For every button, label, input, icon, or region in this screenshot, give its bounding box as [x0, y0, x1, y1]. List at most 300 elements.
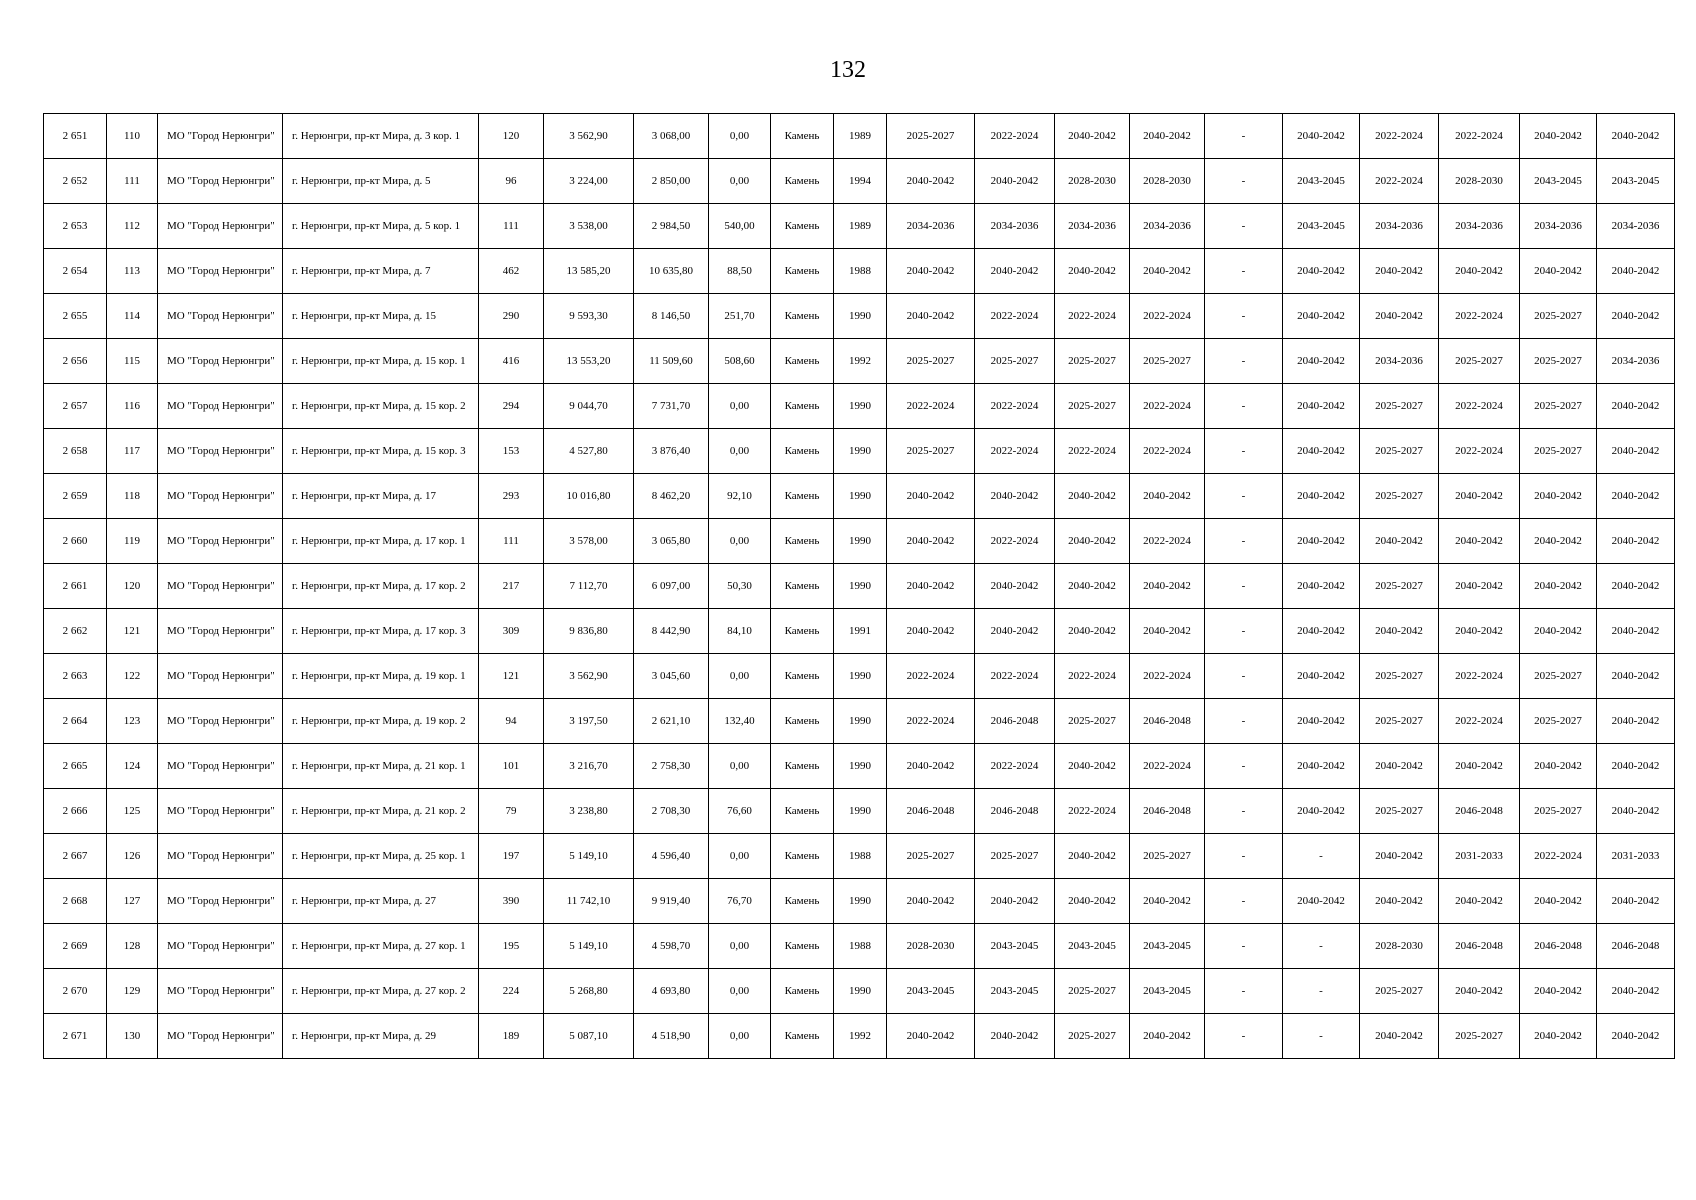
period-cell: 2040-2042 — [1597, 114, 1675, 159]
municipality-cell: МО "Город Нерюнгри" — [158, 294, 283, 339]
total-area-cell: 5 087,10 — [544, 1014, 634, 1059]
wall-material-cell: Камень — [771, 204, 834, 249]
period-cell: 2025-2027 — [1360, 654, 1439, 699]
period-cell: 2040-2042 — [1597, 609, 1675, 654]
build-year-cell: 1989 — [834, 204, 887, 249]
period-cell: - — [1205, 924, 1283, 969]
nonresidential-area-cell: 508,60 — [709, 339, 771, 384]
table-row — [44, 564, 1675, 609]
period-cell: 2022-2024 — [1439, 294, 1520, 339]
period-cell: - — [1205, 969, 1283, 1014]
period-cell: 2022-2024 — [1055, 429, 1130, 474]
total-area-cell: 10 016,80 — [544, 474, 634, 519]
period-cell: 2022-2024 — [1439, 114, 1520, 159]
row-index-cell: 2 667 — [44, 834, 107, 879]
period-cell: 2025-2027 — [975, 834, 1055, 879]
address-cell: г. Нерюнгри, пр-кт Мира, д. 5 кор. 1 — [283, 204, 479, 249]
wall-material-cell: Камень — [771, 114, 834, 159]
period-cell: 2034-2036 — [1597, 204, 1675, 249]
period-cell: 2022-2024 — [1520, 834, 1597, 879]
build-year-cell: 1992 — [834, 1014, 887, 1059]
address-cell: г. Нерюнгри, пр-кт Мира, д. 15 кор. 3 — [283, 429, 479, 474]
table-row — [44, 384, 1675, 429]
total-area-cell: 11 742,10 — [544, 879, 634, 924]
living-area-cell: 4 518,90 — [634, 1014, 709, 1059]
wall-material-cell: Камень — [771, 924, 834, 969]
period-cell: - — [1283, 834, 1360, 879]
period-cell: 2040-2042 — [1283, 294, 1360, 339]
residents-cell: 101 — [479, 744, 544, 789]
local-number-cell: 124 — [107, 744, 158, 789]
period-cell: 2043-2045 — [1597, 159, 1675, 204]
period-cell: 2040-2042 — [1130, 249, 1205, 294]
wall-material-cell: Камень — [771, 744, 834, 789]
period-cell: 2040-2042 — [1597, 429, 1675, 474]
table-row — [44, 834, 1675, 879]
living-area-cell: 3 876,40 — [634, 429, 709, 474]
table-row — [44, 339, 1675, 384]
living-area-cell: 9 919,40 — [634, 879, 709, 924]
residents-cell: 416 — [479, 339, 544, 384]
period-cell: 2040-2042 — [1055, 879, 1130, 924]
wall-material-cell: Камень — [771, 789, 834, 834]
local-number-cell: 130 — [107, 1014, 158, 1059]
table-row — [44, 924, 1675, 969]
residents-cell: 390 — [479, 879, 544, 924]
period-cell: 2046-2048 — [1439, 924, 1520, 969]
period-cell: - — [1205, 1014, 1283, 1059]
period-cell: 2022-2024 — [1439, 384, 1520, 429]
municipality-cell: МО "Город Нерюнгри" — [158, 519, 283, 564]
period-cell: - — [1205, 834, 1283, 879]
period-cell: 2022-2024 — [975, 384, 1055, 429]
wall-material-cell: Камень — [771, 699, 834, 744]
period-cell: 2025-2027 — [1520, 339, 1597, 384]
row-index-cell: 2 658 — [44, 429, 107, 474]
row-index-cell: 2 656 — [44, 339, 107, 384]
period-cell: 2025-2027 — [1520, 699, 1597, 744]
municipality-cell: МО "Город Нерюнгри" — [158, 114, 283, 159]
living-area-cell: 6 097,00 — [634, 564, 709, 609]
period-cell: 2022-2024 — [1439, 429, 1520, 474]
period-cell: 2025-2027 — [1360, 564, 1439, 609]
period-cell: 2025-2027 — [1055, 384, 1130, 429]
row-index-cell: 2 666 — [44, 789, 107, 834]
period-cell: - — [1205, 114, 1283, 159]
period-cell: 2040-2042 — [887, 879, 975, 924]
address-cell: г. Нерюнгри, пр-кт Мира, д. 5 — [283, 159, 479, 204]
table-row — [44, 654, 1675, 699]
period-cell: 2025-2027 — [1130, 834, 1205, 879]
build-year-cell: 1990 — [834, 294, 887, 339]
living-area-cell: 10 635,80 — [634, 249, 709, 294]
period-cell: 2043-2045 — [1520, 159, 1597, 204]
local-number-cell: 114 — [107, 294, 158, 339]
period-cell: 2043-2045 — [1283, 159, 1360, 204]
period-cell: 2040-2042 — [887, 564, 975, 609]
local-number-cell: 120 — [107, 564, 158, 609]
living-area-cell: 2 621,10 — [634, 699, 709, 744]
period-cell: 2040-2042 — [975, 474, 1055, 519]
period-cell: 2040-2042 — [887, 249, 975, 294]
total-area-cell: 5 149,10 — [544, 924, 634, 969]
period-cell: - — [1205, 384, 1283, 429]
total-area-cell: 3 562,90 — [544, 654, 634, 699]
total-area-cell: 3 578,00 — [544, 519, 634, 564]
build-year-cell: 1990 — [834, 429, 887, 474]
period-cell: 2022-2024 — [1130, 294, 1205, 339]
period-cell: 2034-2036 — [1439, 204, 1520, 249]
period-cell: 2025-2027 — [1360, 969, 1439, 1014]
wall-material-cell: Камень — [771, 519, 834, 564]
period-cell: - — [1205, 249, 1283, 294]
period-cell: 2040-2042 — [1283, 744, 1360, 789]
row-index-cell: 2 659 — [44, 474, 107, 519]
local-number-cell: 115 — [107, 339, 158, 384]
period-cell: 2040-2042 — [1597, 1014, 1675, 1059]
build-year-cell: 1990 — [834, 654, 887, 699]
period-cell: 2040-2042 — [1283, 609, 1360, 654]
table-row — [44, 114, 1675, 159]
build-year-cell: 1988 — [834, 834, 887, 879]
municipality-cell: МО "Город Нерюнгри" — [158, 249, 283, 294]
period-cell: 2034-2036 — [1360, 204, 1439, 249]
local-number-cell: 123 — [107, 699, 158, 744]
total-area-cell: 9 836,80 — [544, 609, 634, 654]
period-cell: 2040-2042 — [1520, 249, 1597, 294]
nonresidential-area-cell: 132,40 — [709, 699, 771, 744]
period-cell: 2022-2024 — [1130, 654, 1205, 699]
period-cell: 2043-2045 — [1283, 204, 1360, 249]
period-cell: - — [1205, 474, 1283, 519]
local-number-cell: 118 — [107, 474, 158, 519]
period-cell: 2025-2027 — [1360, 474, 1439, 519]
row-index-cell: 2 668 — [44, 879, 107, 924]
period-cell: - — [1205, 654, 1283, 699]
residents-cell: 153 — [479, 429, 544, 474]
period-cell: 2022-2024 — [1055, 654, 1130, 699]
table-row — [44, 519, 1675, 564]
residents-cell: 294 — [479, 384, 544, 429]
period-cell: 2040-2042 — [975, 249, 1055, 294]
living-area-cell: 7 731,70 — [634, 384, 709, 429]
period-cell: 2040-2042 — [1597, 744, 1675, 789]
municipality-cell: МО "Город Нерюнгри" — [158, 159, 283, 204]
municipality-cell: МО "Город Нерюнгри" — [158, 834, 283, 879]
wall-material-cell: Камень — [771, 654, 834, 699]
period-cell: 2040-2042 — [1360, 834, 1439, 879]
period-cell: 2028-2030 — [1439, 159, 1520, 204]
period-cell: 2034-2036 — [1055, 204, 1130, 249]
period-cell: 2025-2027 — [1439, 339, 1520, 384]
local-number-cell: 111 — [107, 159, 158, 204]
wall-material-cell: Камень — [771, 429, 834, 474]
period-cell: 2040-2042 — [1130, 474, 1205, 519]
wall-material-cell: Камень — [771, 249, 834, 294]
table-body — [44, 114, 1675, 1059]
row-index-cell: 2 664 — [44, 699, 107, 744]
row-index-cell: 2 671 — [44, 1014, 107, 1059]
row-index-cell: 2 662 — [44, 609, 107, 654]
table-row — [44, 699, 1675, 744]
address-cell: г. Нерюнгри, пр-кт Мира, д. 27 — [283, 879, 479, 924]
residents-cell: 195 — [479, 924, 544, 969]
period-cell: - — [1205, 159, 1283, 204]
nonresidential-area-cell: 0,00 — [709, 744, 771, 789]
address-cell: г. Нерюнгри, пр-кт Мира, д. 19 кор. 1 — [283, 654, 479, 699]
period-cell: 2046-2048 — [975, 789, 1055, 834]
period-cell: 2034-2036 — [1597, 339, 1675, 384]
period-cell: 2025-2027 — [1520, 654, 1597, 699]
period-cell: 2040-2042 — [1597, 384, 1675, 429]
period-cell: 2040-2042 — [1520, 609, 1597, 654]
period-cell: 2022-2024 — [975, 654, 1055, 699]
period-cell: 2025-2027 — [1439, 1014, 1520, 1059]
period-cell: - — [1205, 294, 1283, 339]
build-year-cell: 1990 — [834, 564, 887, 609]
period-cell: 2040-2042 — [1520, 114, 1597, 159]
row-index-cell: 2 669 — [44, 924, 107, 969]
living-area-cell: 11 509,60 — [634, 339, 709, 384]
living-area-cell: 2 984,50 — [634, 204, 709, 249]
address-cell: г. Нерюнгри, пр-кт Мира, д. 17 — [283, 474, 479, 519]
local-number-cell: 121 — [107, 609, 158, 654]
wall-material-cell: Камень — [771, 879, 834, 924]
period-cell: 2025-2027 — [1055, 1014, 1130, 1059]
period-cell: 2025-2027 — [887, 834, 975, 879]
period-cell: 2040-2042 — [887, 159, 975, 204]
period-cell: 2022-2024 — [1360, 114, 1439, 159]
address-cell: г. Нерюнгри, пр-кт Мира, д. 21 кор. 1 — [283, 744, 479, 789]
municipality-cell: МО "Город Нерюнгри" — [158, 429, 283, 474]
residents-cell: 79 — [479, 789, 544, 834]
row-index-cell: 2 661 — [44, 564, 107, 609]
row-index-cell: 2 654 — [44, 249, 107, 294]
nonresidential-area-cell: 0,00 — [709, 924, 771, 969]
municipality-cell: МО "Город Нерюнгри" — [158, 339, 283, 384]
period-cell: 2025-2027 — [1055, 699, 1130, 744]
period-cell: - — [1205, 744, 1283, 789]
residents-cell: 111 — [479, 519, 544, 564]
period-cell: 2043-2045 — [1055, 924, 1130, 969]
period-cell: 2028-2030 — [1130, 159, 1205, 204]
period-cell: 2022-2024 — [1130, 744, 1205, 789]
period-cell: 2040-2042 — [1597, 699, 1675, 744]
period-cell: 2040-2042 — [1360, 249, 1439, 294]
wall-material-cell: Камень — [771, 474, 834, 519]
period-cell: 2040-2042 — [1520, 519, 1597, 564]
period-cell: 2043-2045 — [1130, 969, 1205, 1014]
period-cell: 2040-2042 — [1283, 429, 1360, 474]
address-cell: г. Нерюнгри, пр-кт Мира, д. 17 кор. 1 — [283, 519, 479, 564]
residents-cell: 94 — [479, 699, 544, 744]
table-row — [44, 879, 1675, 924]
period-cell: 2022-2024 — [1439, 654, 1520, 699]
period-cell: 2040-2042 — [1283, 564, 1360, 609]
residents-cell: 189 — [479, 1014, 544, 1059]
nonresidential-area-cell: 0,00 — [709, 834, 771, 879]
period-cell: - — [1283, 969, 1360, 1014]
period-cell: 2022-2024 — [887, 699, 975, 744]
period-cell: 2046-2048 — [1597, 924, 1675, 969]
residents-cell: 121 — [479, 654, 544, 699]
wall-material-cell: Камень — [771, 159, 834, 204]
address-cell: г. Нерюнгри, пр-кт Мира, д. 15 кор. 2 — [283, 384, 479, 429]
wall-material-cell: Камень — [771, 969, 834, 1014]
total-area-cell: 3 216,70 — [544, 744, 634, 789]
municipality-cell: МО "Город Нерюнгри" — [158, 789, 283, 834]
period-cell: - — [1205, 564, 1283, 609]
period-cell: 2043-2045 — [975, 924, 1055, 969]
period-cell: - — [1205, 699, 1283, 744]
period-cell: 2040-2042 — [1130, 564, 1205, 609]
build-year-cell: 1991 — [834, 609, 887, 654]
period-cell: 2025-2027 — [1055, 339, 1130, 384]
period-cell: 2040-2042 — [1520, 879, 1597, 924]
wall-material-cell: Камень — [771, 609, 834, 654]
period-cell: 2031-2033 — [1597, 834, 1675, 879]
period-cell: 2046-2048 — [1520, 924, 1597, 969]
build-year-cell: 1994 — [834, 159, 887, 204]
nonresidential-area-cell: 50,30 — [709, 564, 771, 609]
nonresidential-area-cell: 88,50 — [709, 249, 771, 294]
local-number-cell: 113 — [107, 249, 158, 294]
nonresidential-area-cell: 0,00 — [709, 1014, 771, 1059]
period-cell: 2046-2048 — [1439, 789, 1520, 834]
period-cell: 2028-2030 — [1055, 159, 1130, 204]
period-cell: 2034-2036 — [1520, 204, 1597, 249]
nonresidential-area-cell: 76,70 — [709, 879, 771, 924]
build-year-cell: 1990 — [834, 699, 887, 744]
total-area-cell: 3 224,00 — [544, 159, 634, 204]
period-cell: 2040-2042 — [1597, 969, 1675, 1014]
period-cell: 2040-2042 — [1597, 564, 1675, 609]
period-cell: 2040-2042 — [1055, 564, 1130, 609]
living-area-cell: 2 758,30 — [634, 744, 709, 789]
table-row — [44, 249, 1675, 294]
period-cell: 2040-2042 — [1597, 474, 1675, 519]
period-cell: 2034-2036 — [887, 204, 975, 249]
period-cell: 2040-2042 — [1360, 609, 1439, 654]
total-area-cell: 3 197,50 — [544, 699, 634, 744]
local-number-cell: 112 — [107, 204, 158, 249]
wall-material-cell: Камень — [771, 339, 834, 384]
nonresidential-area-cell: 0,00 — [709, 384, 771, 429]
period-cell: 2040-2042 — [1283, 699, 1360, 744]
period-cell: 2040-2042 — [1283, 654, 1360, 699]
residents-cell: 290 — [479, 294, 544, 339]
period-cell: 2040-2042 — [1597, 519, 1675, 564]
period-cell: 2022-2024 — [1130, 429, 1205, 474]
period-cell: 2040-2042 — [1597, 294, 1675, 339]
period-cell: 2043-2045 — [975, 969, 1055, 1014]
period-cell: 2043-2045 — [1130, 924, 1205, 969]
nonresidential-area-cell: 0,00 — [709, 969, 771, 1014]
table-row — [44, 789, 1675, 834]
build-year-cell: 1990 — [834, 879, 887, 924]
period-cell: 2031-2033 — [1439, 834, 1520, 879]
period-cell: 2022-2024 — [975, 294, 1055, 339]
total-area-cell: 5 268,80 — [544, 969, 634, 1014]
living-area-cell: 3 045,60 — [634, 654, 709, 699]
address-cell: г. Нерюнгри, пр-кт Мира, д. 17 кор. 3 — [283, 609, 479, 654]
row-index-cell: 2 652 — [44, 159, 107, 204]
period-cell: 2040-2042 — [1283, 789, 1360, 834]
housing-repair-schedule-table — [43, 113, 1675, 1059]
period-cell: 2040-2042 — [1055, 249, 1130, 294]
period-cell: 2040-2042 — [1283, 384, 1360, 429]
nonresidential-area-cell: 0,00 — [709, 654, 771, 699]
period-cell: 2040-2042 — [1439, 609, 1520, 654]
total-area-cell: 3 238,80 — [544, 789, 634, 834]
period-cell: 2022-2024 — [975, 114, 1055, 159]
total-area-cell: 9 593,30 — [544, 294, 634, 339]
period-cell: 2040-2042 — [1283, 879, 1360, 924]
build-year-cell: 1992 — [834, 339, 887, 384]
local-number-cell: 122 — [107, 654, 158, 699]
build-year-cell: 1990 — [834, 519, 887, 564]
municipality-cell: МО "Город Нерюнгри" — [158, 474, 283, 519]
municipality-cell: МО "Город Нерюнгри" — [158, 969, 283, 1014]
period-cell: 2046-2048 — [887, 789, 975, 834]
period-cell: 2025-2027 — [975, 339, 1055, 384]
living-area-cell: 2 850,00 — [634, 159, 709, 204]
period-cell: 2046-2048 — [1130, 789, 1205, 834]
period-cell: 2025-2027 — [1520, 294, 1597, 339]
nonresidential-area-cell: 84,10 — [709, 609, 771, 654]
period-cell: 2046-2048 — [975, 699, 1055, 744]
period-cell: 2040-2042 — [887, 519, 975, 564]
period-cell: 2040-2042 — [1055, 519, 1130, 564]
table-row — [44, 969, 1675, 1014]
period-cell: 2040-2042 — [1130, 879, 1205, 924]
build-year-cell: 1990 — [834, 474, 887, 519]
period-cell: - — [1205, 519, 1283, 564]
period-cell: 2022-2024 — [1130, 384, 1205, 429]
local-number-cell: 116 — [107, 384, 158, 429]
period-cell: - — [1283, 924, 1360, 969]
residents-cell: 96 — [479, 159, 544, 204]
municipality-cell: МО "Город Нерюнгри" — [158, 699, 283, 744]
period-cell: 2040-2042 — [1439, 474, 1520, 519]
build-year-cell: 1989 — [834, 114, 887, 159]
period-cell: 2040-2042 — [1055, 114, 1130, 159]
period-cell: - — [1205, 204, 1283, 249]
row-index-cell: 2 660 — [44, 519, 107, 564]
table-row — [44, 474, 1675, 519]
period-cell: 2040-2042 — [1055, 744, 1130, 789]
period-cell: 2025-2027 — [1360, 789, 1439, 834]
period-cell: 2040-2042 — [1055, 474, 1130, 519]
local-number-cell: 125 — [107, 789, 158, 834]
municipality-cell: МО "Город Нерюнгри" — [158, 924, 283, 969]
period-cell: 2022-2024 — [975, 429, 1055, 474]
period-cell: 2025-2027 — [1360, 429, 1439, 474]
address-cell: г. Нерюнгри, пр-кт Мира, д. 27 кор. 2 — [283, 969, 479, 1014]
build-year-cell: 1990 — [834, 744, 887, 789]
residents-cell: 217 — [479, 564, 544, 609]
period-cell: 2022-2024 — [975, 744, 1055, 789]
period-cell: 2040-2042 — [887, 1014, 975, 1059]
period-cell: 2025-2027 — [1360, 384, 1439, 429]
period-cell: 2022-2024 — [975, 519, 1055, 564]
wall-material-cell: Камень — [771, 1014, 834, 1059]
municipality-cell: МО "Город Нерюнгри" — [158, 654, 283, 699]
period-cell: 2040-2042 — [1283, 474, 1360, 519]
row-index-cell: 2 655 — [44, 294, 107, 339]
period-cell: 2025-2027 — [887, 114, 975, 159]
nonresidential-area-cell: 92,10 — [709, 474, 771, 519]
